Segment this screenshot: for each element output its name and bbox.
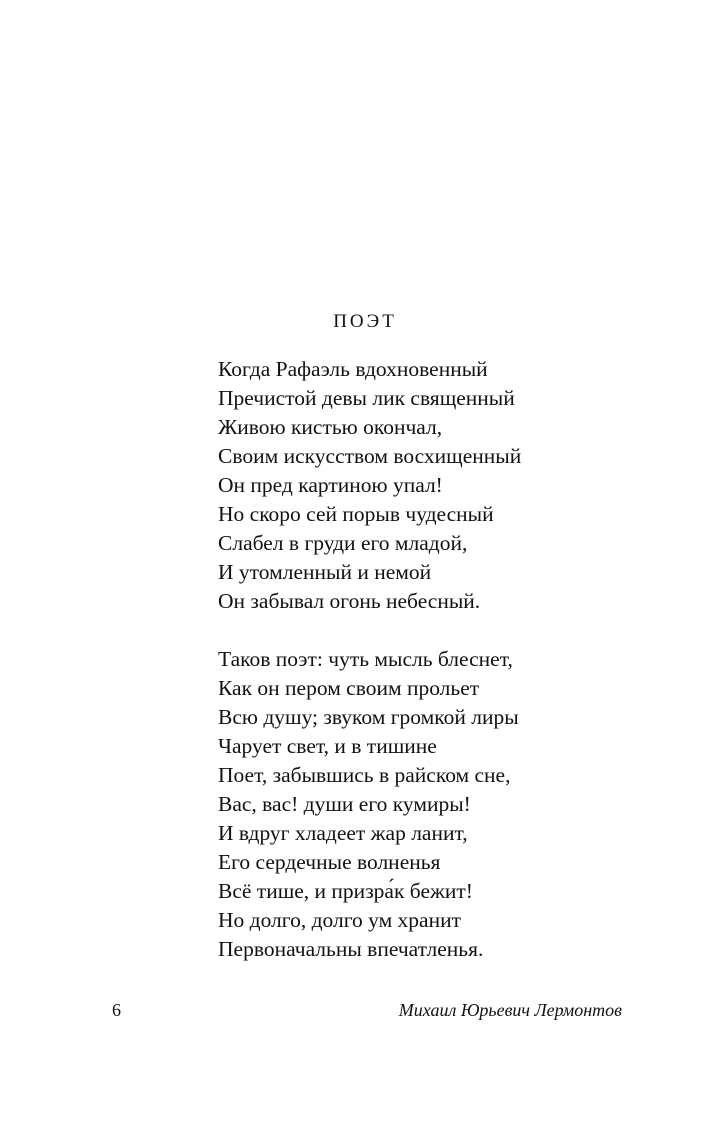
poem-line: И утомленный и немой [218, 560, 432, 584]
poem-line: Он пред картиною упал! [218, 473, 443, 497]
poem-title: ПОЭТ [333, 311, 397, 332]
poem-line: Чарует свет, и в тишине [218, 734, 437, 758]
poem-line: Всё тише, и призра́к бежит! [218, 879, 473, 903]
stanza-1 [218, 355, 521, 616]
poem-line: Всю душу; звуком громкой лиры [218, 705, 519, 729]
page-footer [112, 1000, 622, 1028]
poem-line: Слабел в груди его младой, [218, 531, 468, 555]
poem-body [218, 355, 521, 964]
poem-line: И вдруг хладеет жар ланит, [218, 821, 468, 845]
poem-line: Поет, забывшись в райском сне, [218, 763, 511, 787]
poem-line: Но долго, долго ум хранит [218, 908, 462, 932]
poem-line: Пречистой девы лик священный [218, 386, 515, 410]
poem-line: Он забывал огонь небесный. [218, 589, 481, 613]
page-number: 6 [112, 1000, 121, 1020]
poem-line: Его сердечные волненья [218, 850, 441, 874]
poem-line: Первоначальны впечатленья. [218, 937, 484, 961]
poem-line: Вас, вас! души его кумиры! [218, 792, 471, 816]
poem-line: Когда Рафаэль вдохновенный [218, 357, 488, 381]
poem-line: Таков поэт: чуть мысль блеснет, [218, 647, 513, 671]
running-footer-author: Михаил Юрьевич Лермонтов [398, 1000, 622, 1020]
poem-line: Но скоро сей порыв чудесный [218, 502, 494, 526]
stanza-2 [218, 645, 521, 964]
poem-line: Как он пером своим прольет [218, 676, 480, 700]
poem-line: Живою кистью окончал, [218, 415, 443, 439]
poem-line: Своим искусством восхищенный [218, 444, 522, 468]
